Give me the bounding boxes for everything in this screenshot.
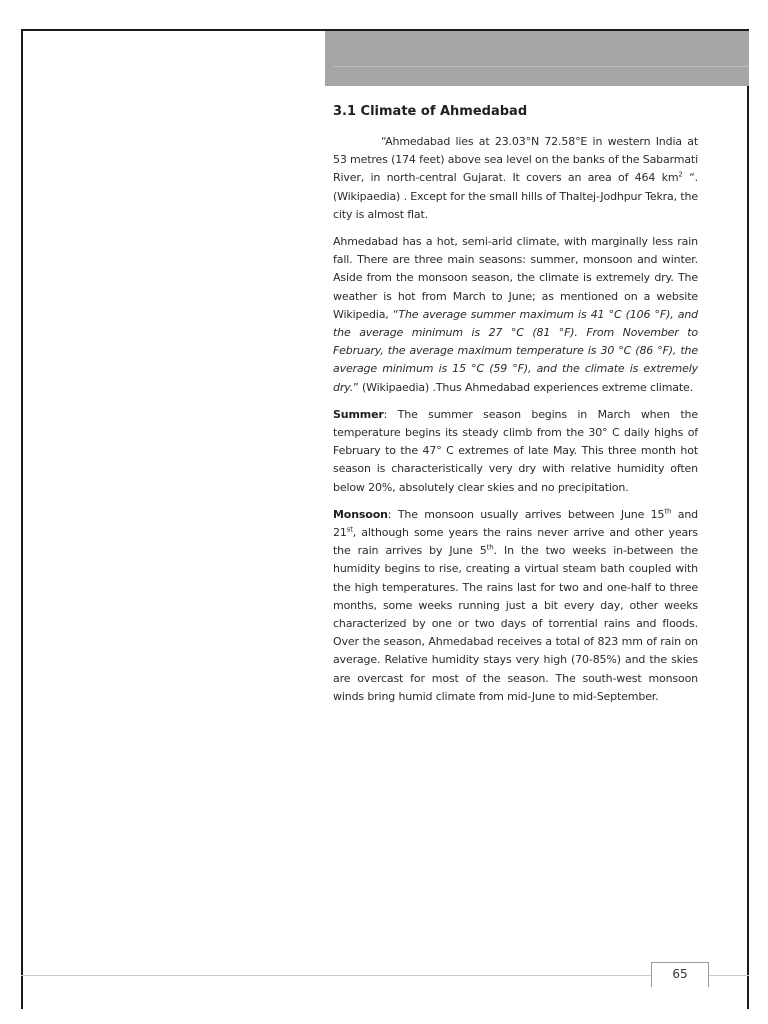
paragraph-text: Ahmedabad has a hot, semi-arid climate, with marginally less rain fall. There are three main seasons: summer, monsoon and winter. Aside from the monsoon season, the climate is extremely dry. The weather is hot from March to June; as mentioned on a website Wikipedia, “ — [333, 235, 698, 321]
paragraph-text: and 21 — [333, 507, 699, 540]
paragraph-text: : The monsoon usually arrives between June 15 — [387, 507, 665, 521]
page-number: 65 — [651, 962, 709, 987]
paragraph-location — [333, 133, 698, 224]
quoted-italic-text: The average summer maximum is 41 °C (106 °F), and the average minimum is 27 °C (81 °F). From November to February, the average maximum temperature is 30 °C (86 °F), the average minimum is 15 °C (59 °F), and the climate is extremely dry. — [333, 307, 698, 394]
footer-rule — [21, 975, 749, 976]
paragraph-text: , although some years the rains never arrive and other years the rain arrives by June 5 — [333, 526, 698, 558]
paragraph-text: : The summer season begins in March when the temperature begins its steady climb from the 30° C daily highs of February to the 47° C extremes of late May. This three month hot season is characteristically very dry with relative humidity often below 20%, absolutely clear skies and no precipitation. — [333, 407, 698, 494]
header-band — [325, 31, 749, 86]
paragraph-text: . In the two weeks in-between the humidity begins to rise, creating a virtual steam bath coupled with the high temperatures. The rains last for two and one-half to three months, some weeks running just a bit every day, other weeks characterized by one or two days of torrential rains and floods. Over the season, Ahmedabad receives a total of 823 mm of rain on average. Relative humidity stays very high (70-85%) and the skies are overcast for most of the season. The south-west monsoon winds bring humid climate from mid-June to mid-September. — [333, 544, 699, 703]
superscript: 2 — [678, 170, 683, 179]
document-body — [333, 104, 698, 715]
superscript: th — [486, 543, 494, 552]
paragraph-lead-monsoon: Monsoon — [333, 507, 388, 521]
superscript: th — [664, 507, 672, 516]
paragraph-text: ” (Wikipaedia) .Thus Ahmedabad experiences extreme climate. — [353, 380, 693, 394]
paragraph-text: “Ahmedabad lies at 23.03°N 72.58°E in western India at 53 metres (174 feet) above sea level on the banks of the Sabarmati River, in north-central Gujarat. It covers an area of 464 km — [333, 135, 698, 185]
paragraph-text: “. (Wikipaedia) . Except for the small hills of Thaltej-Jodhpur Tekra, the city is almost flat. — [333, 171, 698, 221]
paragraph-lead-summer: Summer — [333, 407, 384, 421]
paragraph-climate — [333, 233, 698, 397]
paragraph-monsoon — [333, 506, 698, 706]
section-title: 3.1 Climate of Ahmedabad — [333, 104, 528, 119]
paragraph-summer — [333, 406, 698, 497]
header-band-rule — [333, 66, 749, 81]
superscript: st — [346, 525, 353, 534]
